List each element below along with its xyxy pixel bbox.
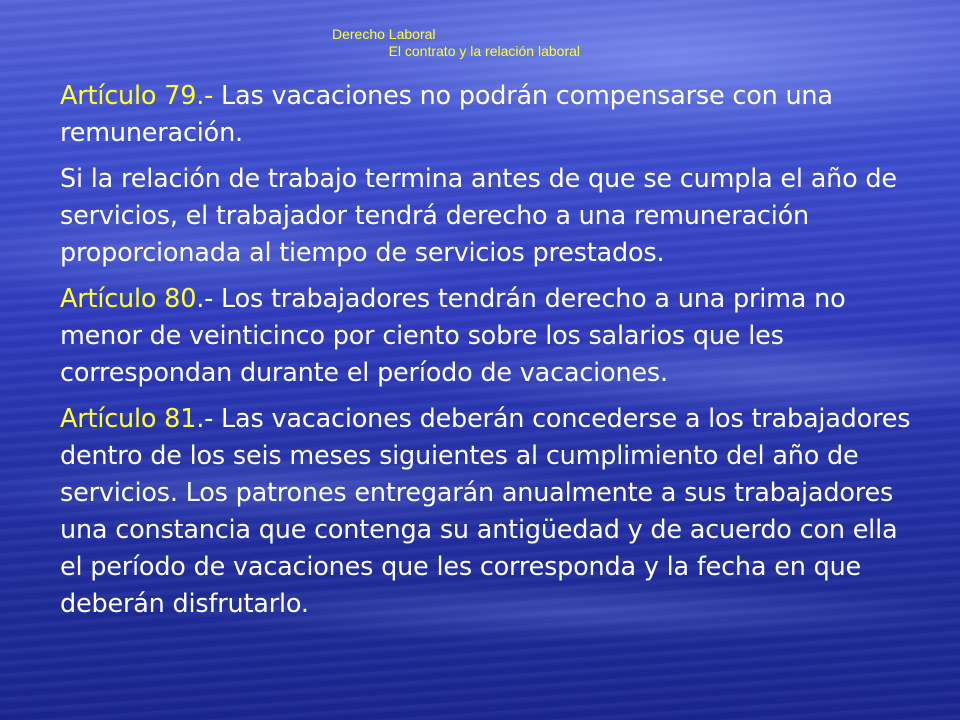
header-title: Derecho Laboral [332, 26, 436, 42]
article-81-text: .- Las vacaciones deberán concederse a los trabajadores dentro de los seis meses siguientes al cumplimiento del año de servicios. Los patrones entregarán anualmente a sus trabajadores una constancia que contenga su antigüedad y de acuerdo con ella el período de vacaciones que les corresponda y la fecha en que deberán disfrutarlo. [60, 404, 911, 619]
termination-paragraph [60, 161, 920, 272]
article-80-heading: Artículo 80 [60, 284, 197, 314]
slide-header [320, 26, 580, 60]
article-81-paragraph [60, 401, 920, 623]
article-81-heading: Artículo 81 [60, 404, 197, 434]
termination-text: Si la relación de trabajo termina antes de que se cumpla el año de servicios, el trabajador tendrá derecho a una remuneración proporcionada al tiempo de servicios prestados. [60, 164, 897, 268]
article-80-text: .- Los trabajadores tendrán derecho a una prima no menor de veinticinco por ciento sobre los salarios que les correspondan durante el período de vacaciones. [60, 284, 846, 388]
article-79-paragraph [60, 78, 920, 152]
article-79-heading: Artículo 79.- [60, 81, 214, 111]
article-79-text: Las vacaciones no podrán compensarse con una remuneración. [60, 81, 833, 148]
article-80-paragraph [60, 281, 920, 392]
slide-body [60, 78, 920, 632]
header-subtitle: El contrato y la relación laboral [388, 43, 580, 59]
